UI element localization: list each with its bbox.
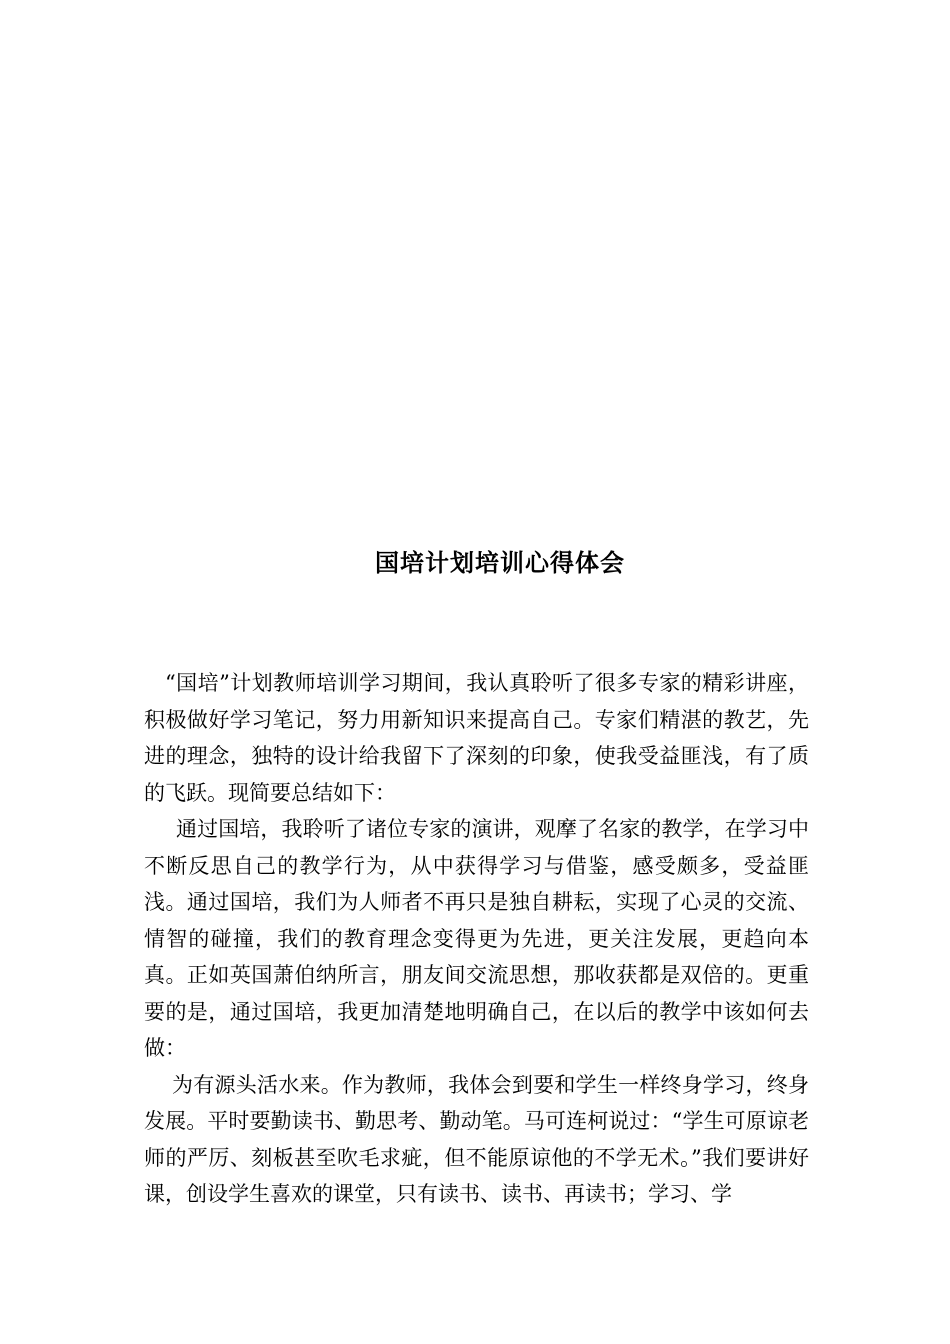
paragraph-1: “国培”计划教师培训学习期间，我认真聆听了很多专家的精彩讲座，积极做好学习笔记，努力用新知识来提高自己。专家们精湛的教艺，先进的理念，独特的设计给我留下了深刻的印象，使我受益匪浅，有了质的飞跃。现简要总结如下： xyxy=(144,671,809,805)
document-body xyxy=(144,665,809,1213)
document-title: 国培计划培训心得体会 xyxy=(375,549,625,577)
paragraph-2: 通过国培，我聆听了诸位专家的演讲，观摩了名家的教学，在学习中不断反思自己的教学行为，从中获得学习与借鉴，感受颇多，受益匪浅。通过国培，我们为人师者不再只是独自耕耘，实现了心灵的交流、情智的碰撞，我们的教育理念变得更为先进，更关注发展，更趋向本真。正如英国萧伯纳所言，朋友间交流思想，那收获都是双倍的。更重要的是，通过国培，我更加清楚地明确自己，在以后的教学中该如何去做： xyxy=(144,817,809,1060)
paragraph-3: 为有源头活水来。作为教师，我体会到要和学生一样终身学习，终身发展。平时要勤读书、勤思考、勤动笔。马可连柯说过：“学生可原谅老师的严厉、刻板甚至吹毛求疵，但不能原谅他的不学无术。”我们要讲好课，创设学生喜欢的课堂，只有读书、读书、再读书；学习、学 xyxy=(144,1072,809,1206)
